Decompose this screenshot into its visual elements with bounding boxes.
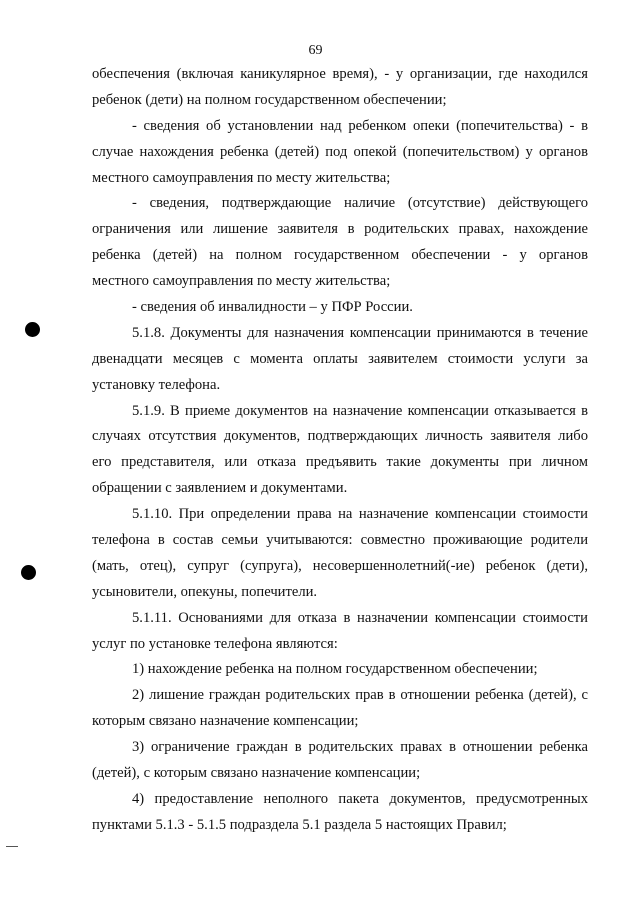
text-line: ребенка (детей) на полном государственном обеспечении - у органов	[92, 247, 588, 264]
text-line: случаях отсутствия документов, подтверждающих личность заявителя либо	[92, 428, 588, 445]
text-line: 4) предоставление неполного пакета документов, предусмотренных	[132, 790, 588, 807]
text-line: установку телефона.	[92, 376, 221, 393]
text-line: усыновители, опекуны, попечители.	[92, 583, 318, 600]
text-line: обращении с заявлением и документами.	[92, 480, 348, 497]
text-line: телефона в состав семьи учитываются: совместно проживающие родители	[92, 532, 588, 549]
text-line: которым связано назначение компенсации;	[92, 713, 359, 730]
text-line: двенадцати месяцев с момента оплаты заявителем стоимости услуги за	[92, 350, 588, 367]
text-line: 3) ограничение граждан в родительских правах в отношении ребенка	[132, 739, 588, 756]
text-line: - сведения об установлении над ребенком опеки (попечительства) - в	[132, 117, 588, 134]
text-line: 5.1.8. Документы для назначения компенсации принимаются в течение	[132, 324, 588, 341]
text-line: 5.1.10. При определении права на назначение компенсации стоимости	[132, 506, 588, 523]
punch-hole-top	[25, 322, 40, 337]
text-line: его представителя, или отказа предъявить такие документы при личном	[92, 454, 588, 471]
text-line: услуг по установке телефона являются:	[92, 635, 338, 652]
text-line: (мать, отец), супруг (супруга), несовершеннолетний(-ие) ребенок (дети),	[92, 557, 588, 574]
document-body	[92, 62, 588, 839]
text-line: обеспечения (включая каникулярное время), - у организации, где находился	[92, 66, 588, 82]
text-line: местного самоуправления по месту жительства;	[92, 273, 391, 290]
text-line: 5.1.11. Основаниями для отказа в назначении компенсации стоимости	[132, 609, 588, 626]
page-number: 69	[308, 43, 323, 58]
text-line: ребенок (дети) на полном государственном обеспечении;	[92, 91, 447, 108]
text-line: (детей), с которым связано назначение компенсации;	[92, 765, 421, 782]
text-line: - сведения об инвалидности – у ПФР России.	[132, 299, 413, 316]
punch-hole-bottom	[21, 565, 36, 580]
text-line: местного самоуправления по месту жительства;	[92, 169, 391, 186]
scan-mark	[6, 846, 18, 847]
text-line: пунктами 5.1.3 - 5.1.5 подраздела 5.1 раздела 5 настоящих Правил;	[92, 816, 507, 833]
text-line: 1) нахождение ребенка на полном государственном обеспечении;	[132, 661, 538, 678]
text-line: случае нахождения ребенка (детей) под опекой (попечительством) у органов	[92, 143, 588, 160]
text-line: 5.1.9. В приеме документов на назначение компенсации отказывается в	[132, 402, 588, 419]
text-line: 2) лишение граждан родительских прав в отношении ребенка (детей), с	[132, 687, 588, 704]
text-line: - сведения, подтверждающие наличие (отсутствие) действующего	[132, 195, 588, 212]
text-line: ограничения или лишение заявителя в родительских правах, нахождение	[92, 221, 588, 238]
